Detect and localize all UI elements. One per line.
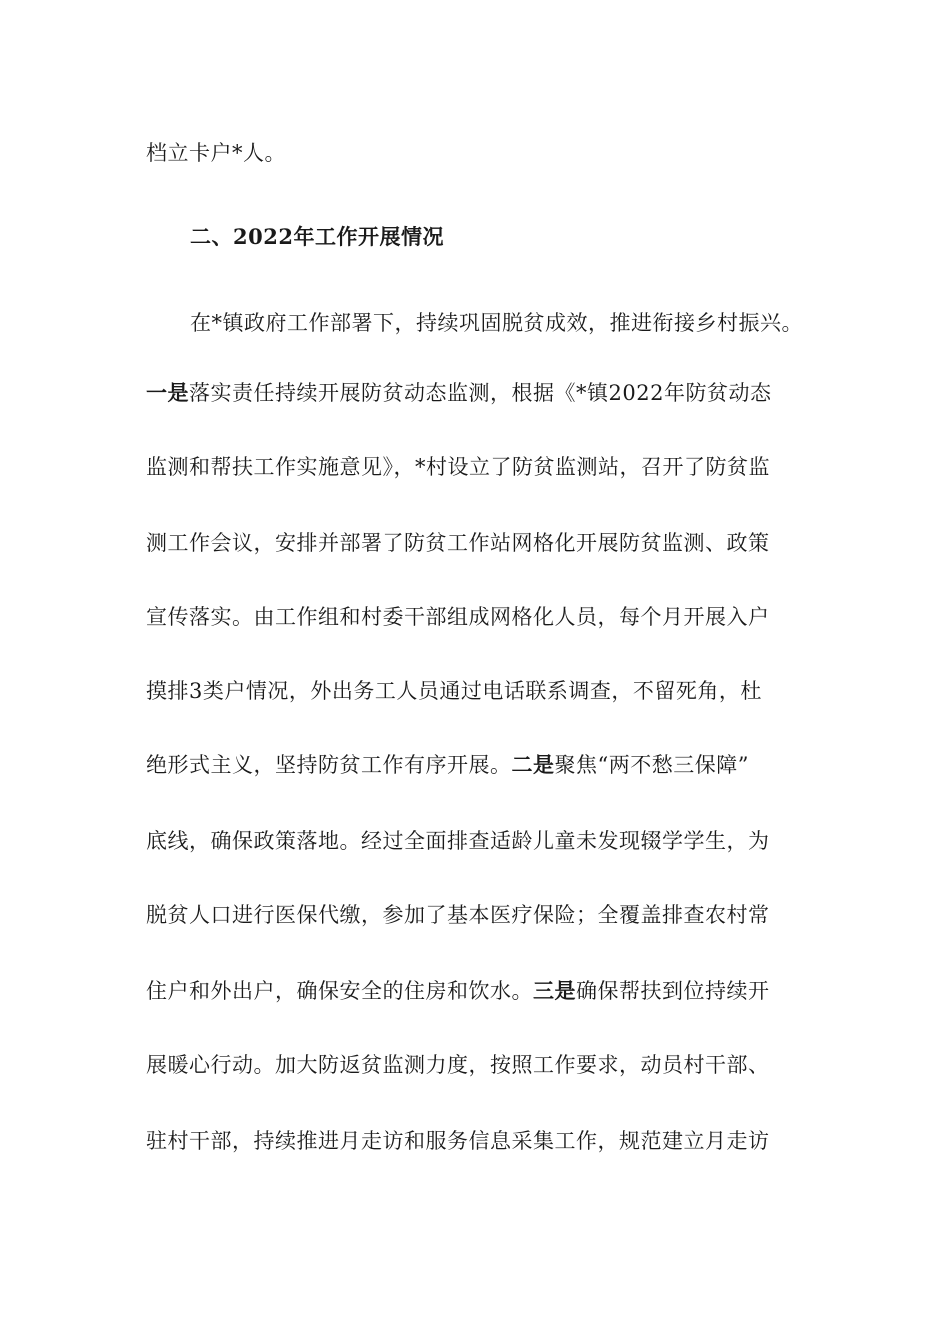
emphasis-second: 二是 [511, 752, 555, 777]
paragraph-line-8 [146, 676, 762, 706]
line-text: 落实责任持续开展防贫动态监测，根据《*镇2022年防贫动态 [189, 381, 772, 405]
line-text: 驻村干部，持续推进月走访和服务信息采集工作，规范建立月走访 [146, 1129, 770, 1153]
paragraph-line-7 [146, 602, 770, 632]
line-text: 住户和外出户，确保安全的住房和饮水。 [146, 979, 533, 1003]
line-text: 监测和帮扶工作实施意见》，*村设立了防贫监测站，召开了防贫监 [146, 455, 770, 479]
line-text: 在*镇政府工作部署下，持续巩固脱贫成效，推进衔接乡村振兴。 [190, 311, 803, 335]
line-text: 展暖心行动。加大防返贫监测力度，按照工作要求，动员村干部、 [146, 1053, 770, 1077]
paragraph-line-1 [146, 138, 286, 168]
paragraph-line-4 [146, 378, 771, 408]
heading-text: 二、2022年工作开展情况 [190, 224, 444, 249]
paragraph-line-3 [190, 308, 803, 338]
line-text: 聚焦“两不愁三保障” [554, 753, 749, 777]
paragraph-line-11 [146, 900, 770, 930]
paragraph-line-10 [146, 826, 770, 856]
line-text: 档立卡户*人。 [146, 141, 286, 165]
line-text: 宣传落实。由工作组和村委干部组成网格化人员，每个月开展入户 [146, 605, 770, 629]
paragraph-line-5 [146, 452, 770, 482]
paragraph-line-12 [146, 976, 770, 1006]
emphasis-third: 三是 [533, 978, 576, 1003]
line-text: 底线，确保政策落地。经过全面排查适龄儿童未发现辍学学生，为 [146, 829, 770, 853]
emphasis-first: 一是 [146, 380, 189, 405]
section-heading [190, 222, 444, 252]
paragraph-line-13 [146, 1050, 770, 1080]
line-text: 确保帮扶到位持续开 [576, 979, 770, 1003]
paragraph-line-14 [146, 1126, 770, 1156]
line-text: 摸排3类户情况，外出务工人员通过电话联系调查，不留死角，杜 [146, 679, 762, 703]
paragraph-line-6 [146, 528, 770, 558]
paragraph-line-9 [146, 750, 749, 780]
line-text: 脱贫人口进行医保代缴，参加了基本医疗保险；全覆盖排查农村常 [146, 903, 770, 927]
line-text: 绝形式主义，坚持防贫工作有序开展。 [146, 753, 512, 777]
line-text: 测工作会议，安排并部署了防贫工作站网格化开展防贫监测、政策 [146, 531, 770, 555]
